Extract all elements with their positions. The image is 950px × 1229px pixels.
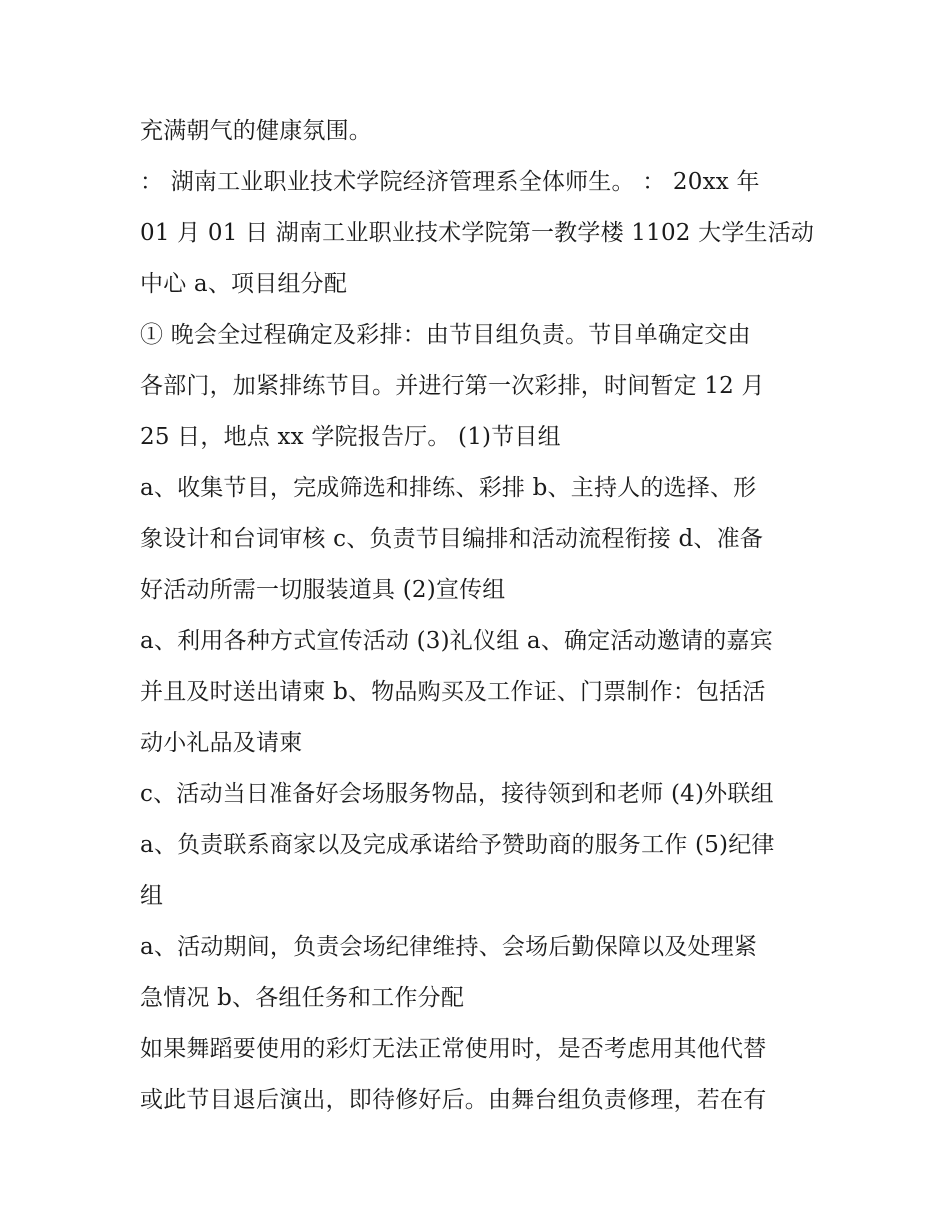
text-line: 25 日，地点 xx 学院报告厅。 (1)节目组 — [140, 424, 561, 450]
text-line: 动小礼品及请柬 — [140, 730, 303, 756]
text-line: c、活动当日准备好会场服务物品，接待领到和老师 (4)外联组 — [140, 781, 774, 807]
text-line: 急情况 b、各组任务和工作分配 — [140, 985, 465, 1011]
text-line: 并且及时送出请柬 b、物品购买及工作证、门票制作：包括活 — [140, 679, 766, 705]
text-line: 或此节目退后演出，即待修好后。由舞台组负责修理，若在有 — [140, 1087, 767, 1113]
text-line: a、收集节目，完成筛选和排练、彩排 b、主持人的选择、形 — [140, 475, 757, 501]
text-line: a、利用各种方式宣传活动 (3)礼仪组 a、确定活动邀请的嘉宾 — [140, 628, 773, 654]
text-line: 如果舞蹈要使用的彩灯无法正常使用时，是否考虑用其他代替 — [140, 1036, 767, 1062]
text-line: ： 湖南工业职业技术学院经济管理系全体师生。 ： 20xx 年 — [140, 169, 760, 195]
text-line: 各部门，加紧排练节目。并进行第一次彩排，时间暂定 12 月 — [140, 373, 765, 399]
text-line: 象设计和台词审核 c、负责节目编排和活动流程衔接 d、准备 — [140, 526, 764, 552]
text-line: 好活动所需一切服装道具 (2)宣传组 — [140, 577, 506, 603]
document-body — [140, 110, 820, 1130]
text-line: ① 晚会全过程确定及彩排：由节目组负责。节目单确定交由 — [140, 322, 751, 348]
text-line: a、活动期间，负责会场纪律维持、会场后勤保障以及处理紧 — [140, 934, 758, 960]
text-line: 01 月 01 日 湖南工业职业技术学院第一教学楼 1102 大学生活动 — [140, 220, 815, 246]
text-line: 组 — [140, 883, 164, 909]
text-line: 中心 a、项目组分配 — [140, 271, 348, 297]
text-line: a、负责联系商家以及完成承诺给予赞助商的服务工作 (5)纪律 — [140, 832, 775, 858]
text-line: 充满朝气的健康氛围。 — [140, 118, 372, 144]
